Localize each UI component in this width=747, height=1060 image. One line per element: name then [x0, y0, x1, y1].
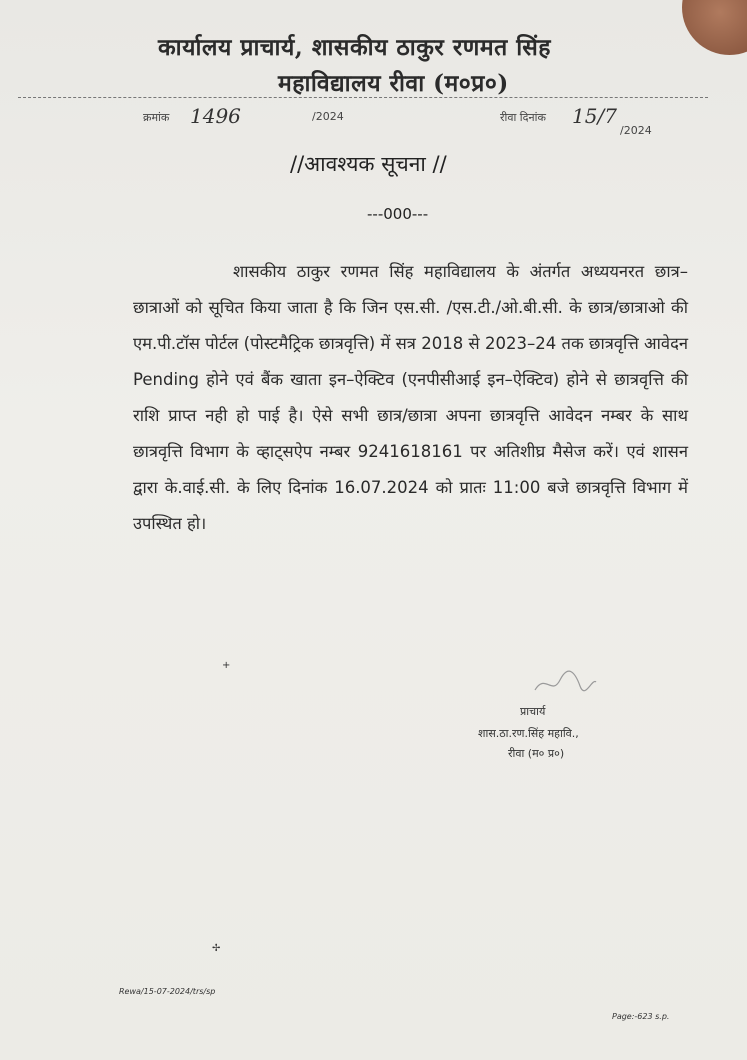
ink-speck: ✢ — [212, 943, 221, 954]
header-divider — [18, 97, 708, 98]
kramank-label: क्रमांक — [143, 111, 170, 124]
signatory-role: प्राचार्य — [520, 705, 546, 718]
notice-title: //आवश्यक सूचना // — [290, 152, 447, 176]
signatory-place: रीवा (म० प्र०) — [508, 747, 565, 760]
office-heading-line-1: कार्यालय प्राचार्य, शासकीय ठाकुर रणमत सिंह — [158, 34, 551, 61]
ink-speck: + — [222, 660, 231, 671]
dinank-label: रीवा दिनांक — [500, 111, 546, 124]
dinank-year: /2024 — [620, 124, 652, 137]
office-heading-line-2: महाविद्यालय रीवा (म०प्र०) — [278, 70, 509, 97]
signature-scrawl — [530, 668, 600, 698]
finger-shadow — [682, 0, 747, 55]
footer-reference: Rewa/15-07-2024/trs/sp — [119, 987, 216, 996]
notice-separator: ---000--- — [367, 205, 429, 223]
dinank-date: 15/7 — [572, 104, 617, 128]
footer-page-number: Page:-623 s.p. — [612, 1012, 670, 1021]
notice-body: शासकीय ठाकुर रणमत सिंह महाविद्यालय के अंतर्गत अध्ययनरत छात्र–छात्राओं को सूचित किया जाता है कि जिन एस.सी. /एस.टी./ओ.बी.सी. के छात्र/छात्राओ की एम.पी.टॉस पोर्टल (पोस्टमैट्रिक छात्रवृत्ति) में सत्र 2018 से 2023–24 तक छात्रवृत्ति आवेदन Pending होने एवं बैंक खाता इन–ऐक्टिव (एनपीसीआई इन–ऐक्टिव) होने से छात्रवृत्ति की राशि प्राप्त नही हो पाई है। ऐसे सभी छात्र/छात्रा अपना छात्रवृत्ति आवेदन नम्बर के साथ छात्रवृत्ति विभाग के व्हाट्सऐप नम्बर 9241618161 पर अतिशीघ्र मैसेज करें। एवं शासन द्वारा के.वाई.सी. के लिए दिनांक 16.07.2024 को प्रातः 11:00 बजे छात्रवृत्ति विभाग में उपस्थित हो। — [133, 262, 688, 533]
kramank-year: /2024 — [312, 110, 344, 123]
signatory-institution: शास.ठा.रण.सिंह महावि., — [478, 727, 579, 740]
kramank-number: 1496 — [190, 104, 241, 128]
